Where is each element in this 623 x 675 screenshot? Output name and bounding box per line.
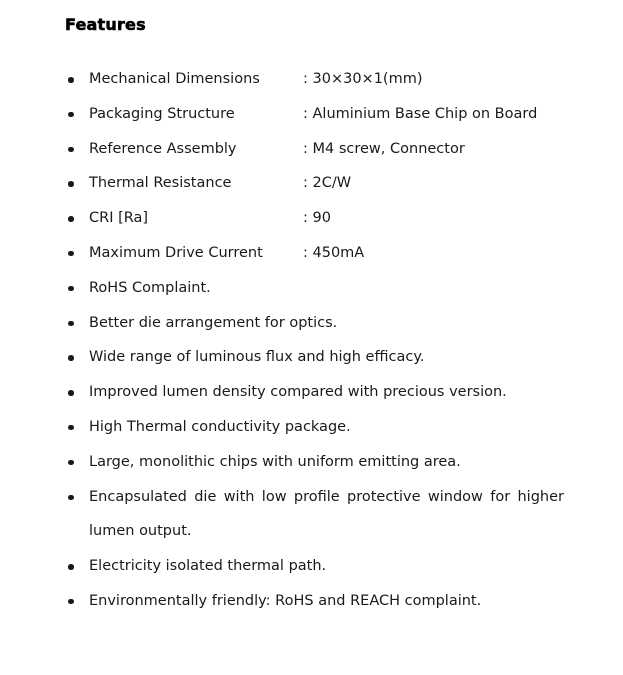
spec-item-thermal-resistance bbox=[0, 166, 623, 201]
feature-text: Improved lumen density compared with precious version. bbox=[89, 384, 507, 401]
feature-item bbox=[0, 375, 623, 410]
spec-value: : 30×30×1(mm) bbox=[303, 71, 423, 87]
bullet-icon bbox=[68, 286, 74, 292]
bullet-icon bbox=[68, 181, 74, 187]
spec-item-cri bbox=[0, 201, 623, 236]
bullet-icon bbox=[68, 599, 74, 605]
spec-value: : 450mA bbox=[303, 244, 365, 261]
section-title: Features bbox=[65, 15, 146, 34]
feature-item bbox=[0, 410, 623, 445]
bullet-icon bbox=[68, 390, 74, 396]
spec-value: : M4 screw, Connector bbox=[303, 140, 465, 157]
bullet-icon bbox=[68, 147, 74, 153]
bullet-icon bbox=[68, 355, 74, 361]
spec-label: Packaging Structure bbox=[89, 105, 235, 122]
spec-label: Reference Assembly bbox=[89, 140, 237, 157]
spec-label: Mechanical Dimensions bbox=[89, 71, 260, 87]
bullet-icon bbox=[68, 216, 74, 222]
feature-text: Large, monolithic chips with uniform emitting area. bbox=[89, 453, 461, 470]
feature-text: High Thermal conductivity package. bbox=[89, 418, 351, 435]
feature-text: Encapsulated die with low profile protective window for higher lumen output. bbox=[89, 488, 564, 540]
bullet-icon bbox=[68, 251, 74, 257]
spec-label: CRI [Ra] bbox=[89, 210, 149, 227]
spec-value: : 2C/W bbox=[303, 175, 352, 192]
feature-text: Environmentally friendly: RoHS and REACH complaint. bbox=[89, 592, 482, 609]
spec-label: Maximum Drive Current bbox=[89, 244, 263, 261]
spec-item-packaging-structure bbox=[0, 97, 623, 132]
features-list bbox=[0, 62, 623, 619]
feature-text: Wide range of luminous flux and high efficacy. bbox=[89, 349, 425, 366]
bullet-icon bbox=[68, 460, 74, 466]
spec-item-mechanical-dimensions bbox=[0, 62, 623, 97]
feature-item bbox=[0, 549, 623, 584]
bullet-icon bbox=[68, 425, 74, 431]
feature-text: RoHS Complaint. bbox=[89, 279, 211, 296]
feature-text: Better die arrangement for optics. bbox=[89, 314, 338, 331]
spec-value: : Aluminium Base Chip on Board bbox=[303, 105, 538, 122]
bullet-icon bbox=[68, 495, 74, 501]
spec-value: : 90 bbox=[303, 210, 331, 227]
spec-item-max-drive-current bbox=[0, 236, 623, 271]
feature-item bbox=[0, 271, 623, 306]
bullet-icon bbox=[68, 321, 74, 327]
feature-item bbox=[0, 445, 623, 480]
spec-item-reference-assembly bbox=[0, 132, 623, 167]
feature-item bbox=[0, 340, 623, 375]
spec-label: Thermal Resistance bbox=[89, 175, 232, 192]
feature-item bbox=[0, 306, 623, 341]
feature-text: Electricity isolated thermal path. bbox=[89, 558, 327, 575]
feature-item bbox=[0, 584, 623, 619]
bullet-icon bbox=[68, 564, 74, 570]
bullet-icon bbox=[68, 112, 74, 118]
feature-item bbox=[0, 480, 623, 550]
bullet-icon bbox=[68, 77, 74, 83]
